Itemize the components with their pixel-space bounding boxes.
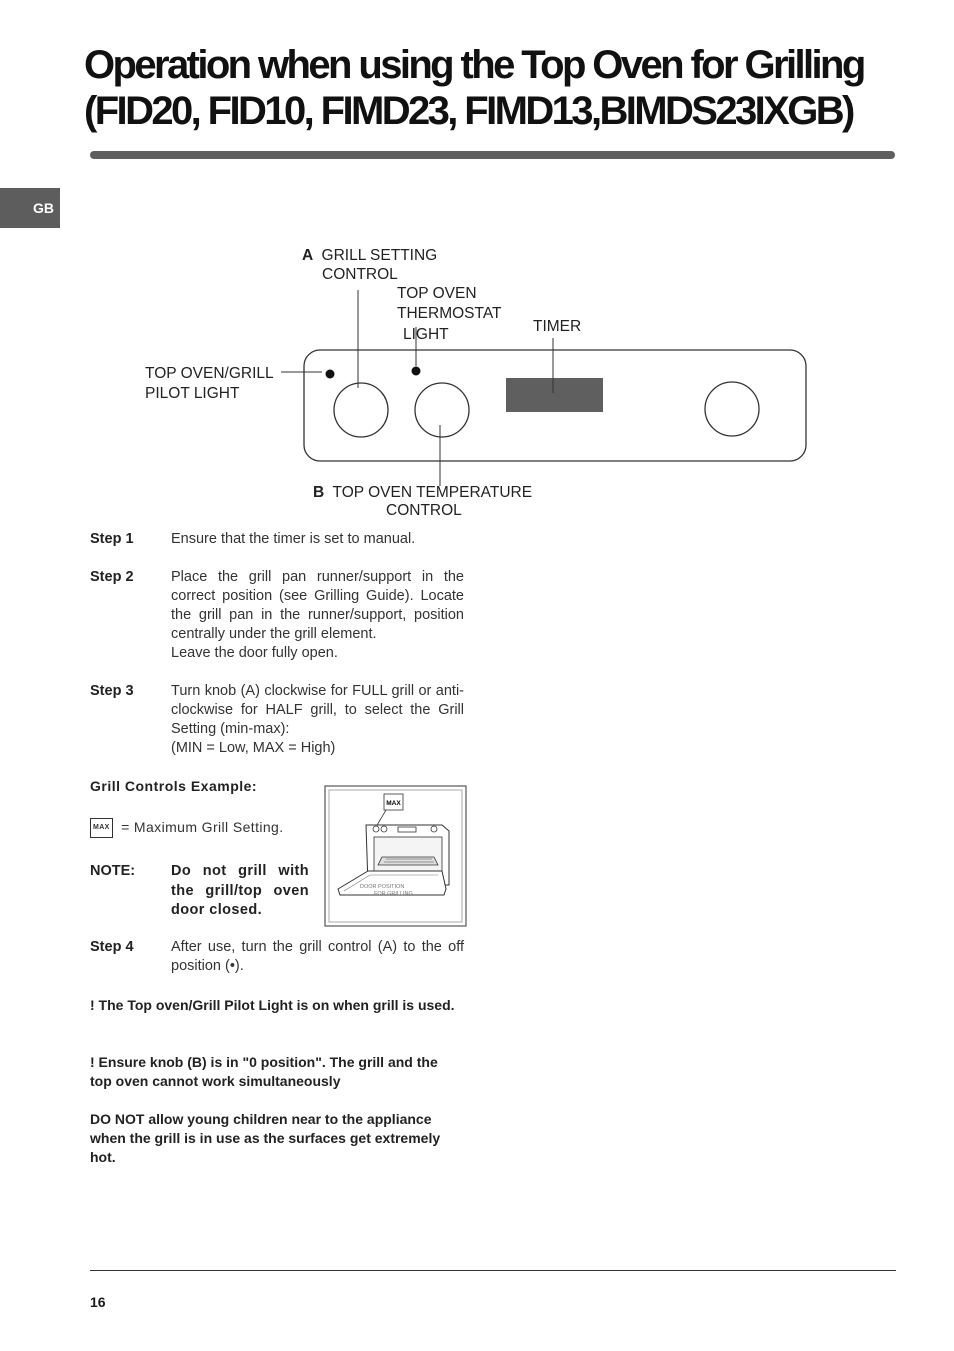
grill-setting-label	[302, 246, 437, 265]
step3-label: Step 3	[90, 683, 134, 699]
step3-text	[171, 682, 464, 758]
step3-paragraph: Turn knob (A) clockwise for FULL grill or anti-clockwise for HALF grill, to select the Grill Setting (min-max):	[171, 683, 464, 737]
thermostat-label-line3: LIGHT	[403, 326, 449, 343]
pilot-light-label-line1: TOP OVEN/GRILL	[145, 365, 274, 382]
label-a-line1: GRILL SETTING	[321, 247, 438, 264]
warning-pilot-light: ! The Top oven/Grill Pilot Light is on when grill is used.	[90, 997, 455, 1013]
note-text: Do not grill with the grill/top oven door closed.	[171, 863, 309, 918]
page-number: 16	[90, 1294, 106, 1310]
language-tab: GB	[0, 188, 60, 228]
footer-divider	[90, 1270, 896, 1271]
label-b-letter: B	[313, 484, 325, 501]
thermostat-label-line2: THERMOSTAT	[397, 305, 502, 322]
step4-text: After use, turn the grill control (A) to the off position (•).	[171, 939, 464, 974]
thermostat-label-line1: TOP OVEN	[397, 285, 477, 302]
figure-max-label: MAX	[386, 800, 401, 807]
page-title-line1: Operation when using the Top Oven for Grilling	[84, 43, 864, 87]
pilot-light-dot	[326, 370, 335, 379]
temperature-knob	[415, 383, 469, 437]
step2-paragraph-door: Leave the door fully open.	[171, 645, 338, 661]
figure-caption-line1: DOOR POSITION	[360, 884, 405, 890]
step4-label: Step 4	[90, 939, 134, 955]
step1-text: Ensure that the timer is set to manual.	[171, 531, 416, 547]
timer-label: TIMER	[533, 318, 582, 335]
step2-text	[171, 568, 464, 663]
step2-paragraph: Place the grill pan runner/support in the correct position (see Grilling Guide). Locate the grill pan in the runner/support, position centrally under the grill element.	[171, 569, 464, 642]
control-panel-diagram	[0, 0, 954, 530]
label-b-line2: CONTROL	[386, 502, 462, 519]
max-description: = Maximum Grill Setting.	[121, 818, 284, 835]
step2-label: Step 2	[90, 569, 134, 585]
label-b-line1: TOP OVEN TEMPERATURE	[332, 484, 533, 501]
note-label: NOTE:	[90, 863, 136, 879]
figure-caption-line2: FOR GRILLING	[374, 891, 413, 897]
oven-grilling-illustration	[324, 785, 467, 927]
step1-label: Step 1	[90, 531, 134, 547]
label-a-letter: A	[302, 247, 314, 264]
page-title-line2: (FID20, FID10, FIMD23, FIMD13,BIMDS23IXGB)	[84, 89, 853, 133]
warning-children: DO NOT allow young children near to the appliance when the grill is in use as the surfaces get extremely hot.	[90, 1111, 441, 1165]
step3-min-max: (MIN = Low, MAX = High)	[171, 740, 336, 756]
grill-setting-knob	[334, 383, 388, 437]
pilot-light-label-line2: PILOT LIGHT	[145, 385, 240, 402]
timer-knob	[705, 382, 759, 436]
temperature-control-label	[313, 483, 532, 502]
warning-knob-b: ! Ensure knob (B) is in "0 position". The grill and the top oven cannot work simultaneously	[90, 1054, 438, 1089]
label-a-line2: CONTROL	[322, 266, 398, 283]
max-badge: MAX	[90, 818, 113, 838]
timer-display	[506, 378, 603, 412]
thermostat-light-dot	[412, 367, 421, 376]
grill-controls-heading: Grill Controls Example:	[90, 778, 258, 794]
max-legend	[90, 818, 284, 838]
